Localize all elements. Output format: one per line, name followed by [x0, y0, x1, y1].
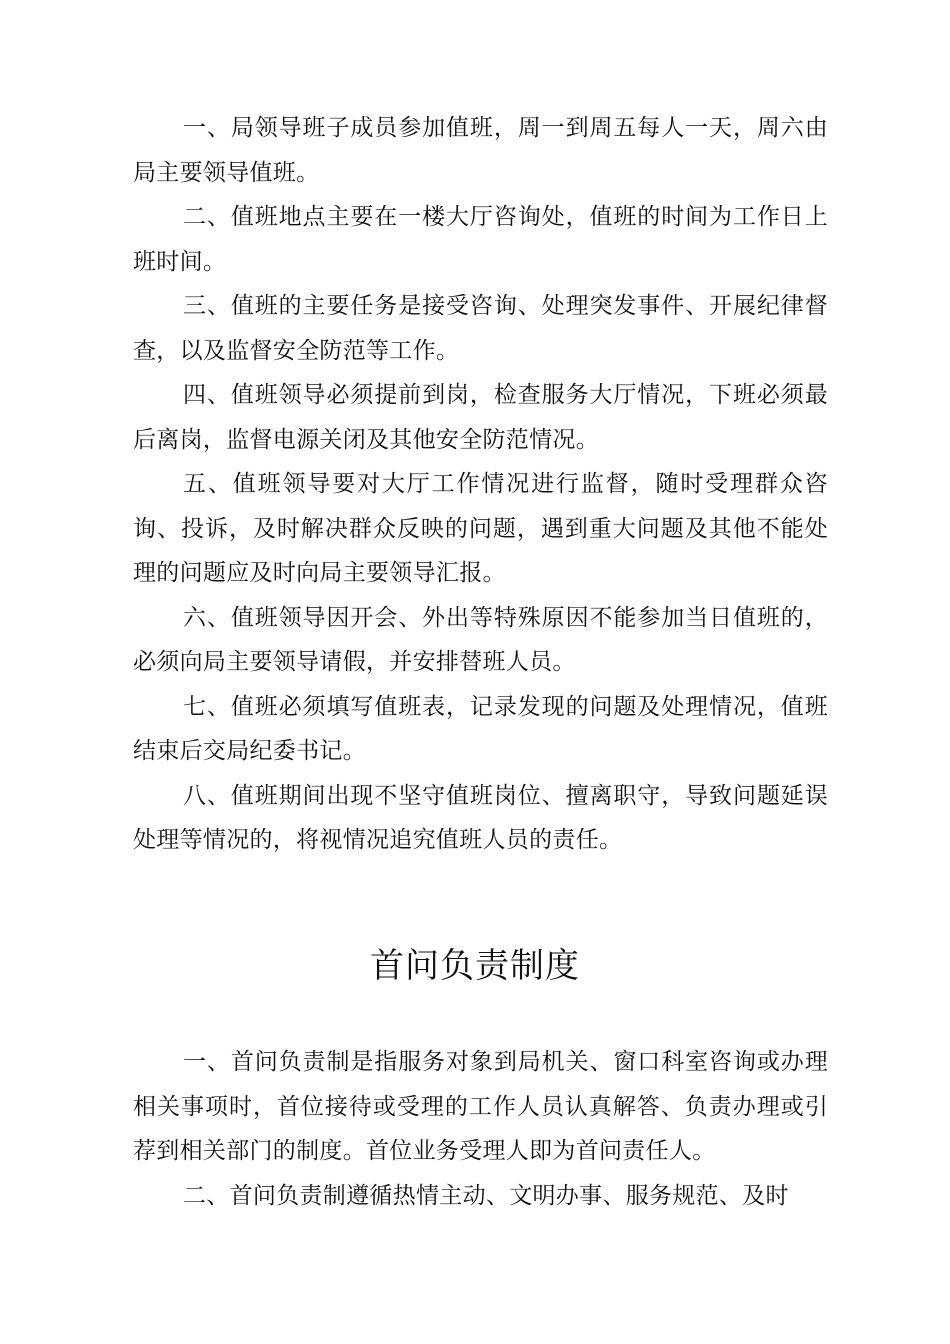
duty-rule-4: 四、值班领导必须提前到岗，检查服务大厅情况，下班必须最后离岗，监督电源关闭及其他安全防范情况。	[133, 382, 828, 453]
duty-rule-8: 八、值班期间出现不坚守值班岗位、擅离职守，导致问题延误处理等情况的，将视情况追究值班人员的责任。	[133, 782, 828, 853]
duty-rule-2: 二、值班地点主要在一楼大厅咨询处，值班的时间为工作日上班时间。	[133, 204, 828, 275]
section-title: 首问负责制度	[370, 946, 580, 986]
first-inquiry-rule-2: 二、首问负责制遵循热情主动、文明办事、服务规范、及时	[183, 1182, 789, 1209]
duty-rule-3: 三、值班的主要任务是接受咨询、处理突发事件、开展纪律督查，以及监督安全防范等工作。	[133, 293, 828, 364]
duty-rule-1: 一、局领导班子成员参加值班，周一到周五每人一天，周六由局主要领导值班。	[133, 115, 828, 186]
duty-rules-section	[133, 106, 828, 863]
duty-rule-6: 六、值班领导因开会、外出等特殊原因不能参加当日值班的，必须向局主要领导请假，并安排替班人员。	[133, 604, 828, 675]
duty-rule-7: 七、值班必须填写值班表，记录发现的问题及处理情况，值班结束后交局纪委书记。	[133, 693, 828, 764]
first-inquiry-rule-1: 一、首问负责制是指服务对象到局机关、窗口科室咨询或办理相关事项时，首位接待或受理的工作人员认真解答、负责办理或引荐到相关部门的制度。首位业务受理人即为首问责任人。	[133, 1049, 828, 1164]
duty-rule-5: 五、值班领导要对大厅工作情况进行监督，随时受理群众咨询、投诉，及时解决群众反映的问题，遇到重大问题及其他不能处理的问题应及时向局主要领导汇报。	[133, 471, 828, 586]
first-inquiry-section	[133, 1040, 828, 1218]
